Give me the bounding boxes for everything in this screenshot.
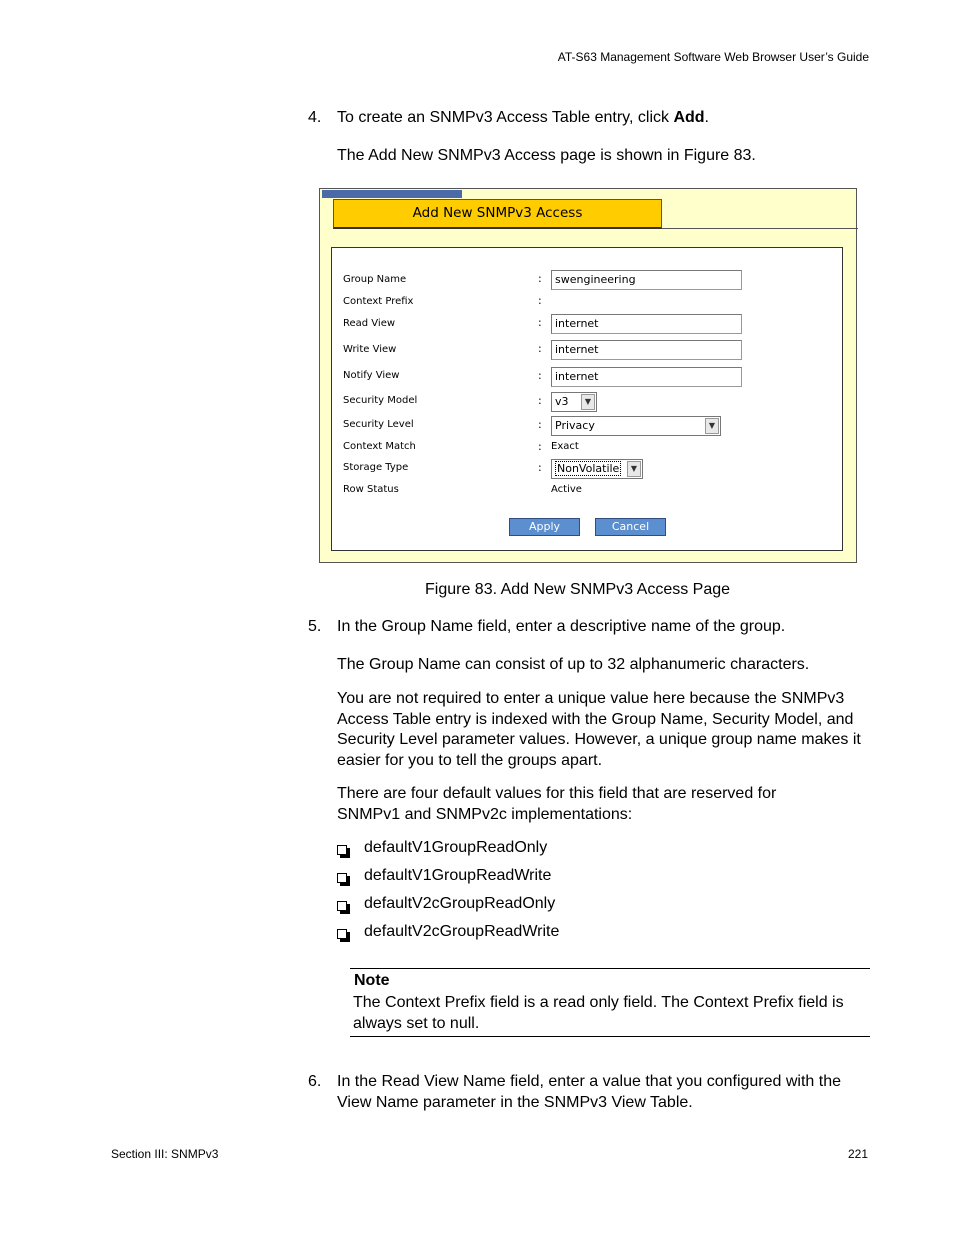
- note-top-rule: [350, 968, 870, 969]
- step-4-subtext: The Add New SNMPv3 Access page is shown in Figure 83.: [337, 147, 756, 164]
- context-match-label: Context Match: [343, 441, 416, 452]
- row-status-label: Row Status: [343, 484, 399, 495]
- chevron-down-icon: ▼: [581, 394, 595, 410]
- chevron-down-icon: ▼: [705, 418, 719, 434]
- security-model-value: v3: [555, 395, 569, 408]
- running-header: AT-S63 Management Software Web Browser User’s Guide: [557, 50, 869, 64]
- context-match-value: Exact: [551, 441, 579, 452]
- context-prefix-colon: :: [538, 294, 542, 307]
- security-level-value: Privacy: [555, 419, 595, 432]
- group-name-colon: :: [538, 272, 542, 285]
- context-match-colon: :: [538, 440, 542, 453]
- bullet-box-icon: [337, 901, 347, 911]
- paragraph-unique-value: You are not required to enter a unique value here because the SNMPv3 Access Table entry is indexed with the Group Name, Security Model, and Security Level parameter values. However, a unique group name makes it easier for you to tell the groups apart.: [337, 690, 861, 769]
- bullet-box-icon: [337, 873, 347, 883]
- group-name-input[interactable]: swengineering: [551, 270, 742, 290]
- bullet-box-icon: [337, 845, 347, 855]
- storage-type-select[interactable]: [551, 459, 643, 479]
- step-4-text: [337, 108, 872, 129]
- form-panel: [331, 247, 843, 551]
- storage-type-label: Storage Type: [343, 462, 409, 473]
- step-4-number: 4.: [308, 109, 322, 126]
- note-title: Note: [354, 972, 390, 989]
- group-name-label: Group Name: [343, 274, 407, 285]
- cancel-button[interactable]: Cancel: [595, 518, 666, 536]
- read-view-colon: :: [538, 316, 542, 329]
- figure-tab-title: Add New SNMPv3 Access: [333, 199, 662, 229]
- security-level-label: Security Level: [343, 419, 414, 430]
- step-4-text-bold: Add: [673, 109, 705, 126]
- context-prefix-label: Context Prefix: [343, 296, 414, 307]
- footer-page-number: 221: [847, 1147, 868, 1161]
- write-view-input[interactable]: internet: [551, 340, 742, 360]
- note-bottom-rule: [350, 1036, 870, 1037]
- bullet-item: defaultV1GroupReadOnly: [364, 839, 548, 856]
- bullet-item: defaultV2cGroupReadOnly: [364, 895, 556, 912]
- security-model-colon: :: [538, 394, 542, 407]
- read-view-label: Read View: [343, 318, 396, 329]
- row-status-value: Active: [551, 484, 582, 495]
- bullet-item: defaultV1GroupReadWrite: [364, 867, 552, 884]
- figure-top-strip: [322, 190, 462, 198]
- notify-view-label: Notify View: [343, 370, 400, 381]
- write-view-label: Write View: [343, 344, 397, 355]
- notify-view-input[interactable]: internet: [551, 367, 742, 387]
- step-4-text-prefix: To create an SNMPv3 Access Table entry, click: [337, 109, 674, 126]
- chevron-down-icon: ▼: [627, 461, 641, 477]
- figure-caption: Figure 83. Add New SNMPv3 Access Page: [425, 581, 731, 598]
- storage-type-value: NonVolatile: [557, 462, 620, 475]
- notify-view-colon: :: [538, 369, 542, 382]
- apply-button[interactable]: Apply: [509, 518, 580, 536]
- step-5-number: 5.: [308, 618, 322, 635]
- step-6-text: In the Read View Name field, enter a value that you configured with the View Name parameter in the SNMPv3 View Table.: [337, 1073, 842, 1111]
- security-level-colon: :: [538, 418, 542, 431]
- security-model-label: Security Model: [343, 395, 418, 406]
- figure-screenshot: [319, 188, 857, 563]
- read-view-input[interactable]: internet: [551, 314, 742, 334]
- paragraph-group-name-length: The Group Name can consist of up to 32 alphanumeric characters.: [337, 656, 810, 673]
- step-5-text: In the Group Name field, enter a descriptive name of the group.: [337, 618, 786, 635]
- bullet-box-icon: [337, 929, 347, 939]
- step-4-text-suffix: .: [704, 109, 709, 126]
- step-6-number: 6.: [308, 1073, 322, 1090]
- footer-section: Section III: SNMPv3: [111, 1147, 219, 1161]
- figure-tab-line: [662, 228, 858, 229]
- bullet-item: defaultV2cGroupReadWrite: [364, 923, 560, 940]
- write-view-colon: :: [538, 342, 542, 355]
- storage-type-colon: :: [538, 461, 542, 474]
- security-model-select[interactable]: [551, 392, 597, 412]
- security-level-select[interactable]: [551, 416, 721, 436]
- paragraph-default-values: There are four default values for this field that are reserved for SNMPv1 and SNMPv2c implementations:: [337, 785, 777, 823]
- note-body: The Context Prefix field is a read only field. The Context Prefix field is always set to null.: [353, 994, 844, 1032]
